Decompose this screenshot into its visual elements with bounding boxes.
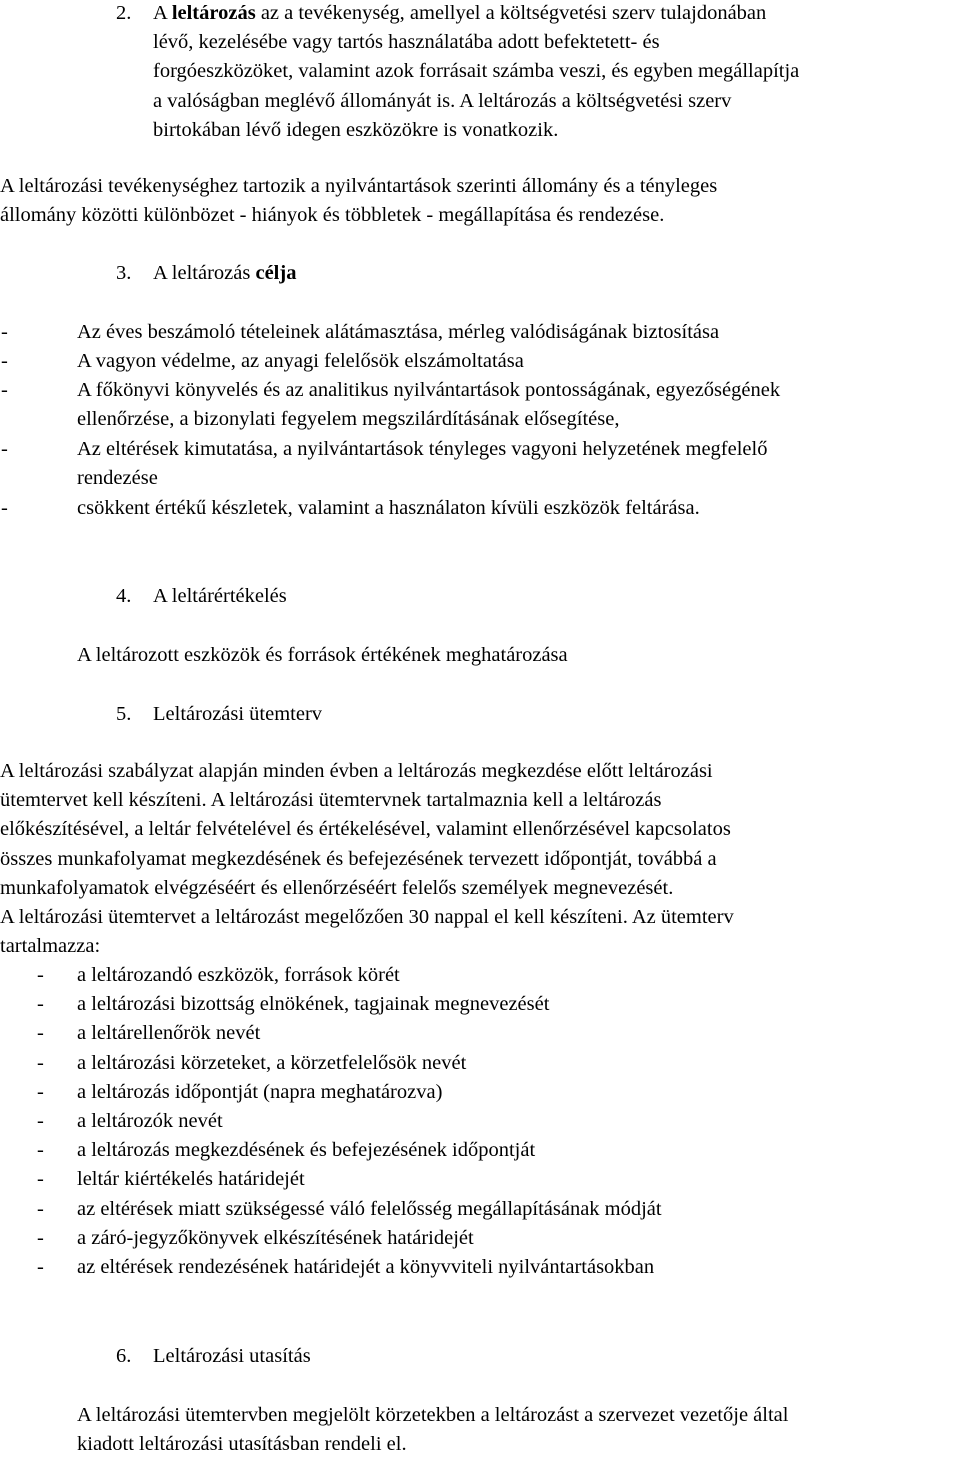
paragraph-line: munkafolyamatok elvégzéséért és ellenőrzéséért felelős személyek megnevezését.	[0, 876, 674, 899]
paragraph-line: összes munkafolyamat megkezdésének és befejezésének tervezett időpontját, továbbá a	[0, 847, 717, 870]
paragraph-line: birtokában lévő idegen eszközökre is vonatkozik.	[153, 118, 559, 141]
paragraph-line: állomány közötti különbözet - hiányok és többletek - megállapítása és rendezése.	[0, 204, 665, 227]
section-heading: Leltározási utasítás	[153, 1345, 311, 1367]
paragraph-line: előkészítésével, a leltár felvételével és értékelésével, valamint ellenőrzésével kapcsolatos	[0, 818, 731, 841]
section-number: 4.	[116, 585, 132, 607]
paragraph-line: lévő, kezelésébe vagy tartós használatába adott befektetett- és	[153, 31, 660, 54]
paragraph-line: A leltározási ütemtervben megjelölt körzetekben a leltározást a szervezet vezetője által	[77, 1404, 789, 1426]
paragraph-line: A leltározási szabályzat alapján minden évben a leltározás megkezdése előtt leltározási	[0, 760, 713, 782]
paragraph-line: A leltározási ütemtervet a leltározást megelőzően 30 nappal el kell készíteni. Az ütemterv	[0, 906, 734, 929]
paragraph-line: ütemtervet kell készíteni. A leltározási ütemtervnek tartalmaznia kell a leltározás	[0, 789, 662, 812]
section-heading: Leltározási ütemterv	[153, 703, 323, 725]
paragraph-line: a valóságban meglévő állományát is. A leltározás a költségvetési szerv	[153, 89, 732, 112]
section-heading: A leltárértékelés	[153, 585, 287, 607]
bold-term: leltározás	[171, 2, 256, 24]
section-number: 2.	[116, 2, 132, 24]
paragraph-line: kiadott leltározási utasításban rendeli el.	[77, 1433, 407, 1455]
paragraph-line: tartalmazza:	[0, 935, 101, 958]
paragraph-line: A leltározás az a tevékenység, amellyel a költségvetési szerv tulajdonában	[153, 2, 767, 24]
section-5-paragraph	[0, 757, 960, 961]
section-heading: A leltározás célja	[153, 262, 297, 284]
section-2-paragraph	[0, 172, 960, 230]
bold-term: célja	[255, 262, 297, 284]
paragraph-line: A leltározási tevékenységhez tartozik a nyilvántartások szerinti állomány és a tényleges	[0, 175, 718, 197]
paragraph-line: A leltározott eszközök és források értékének meghatározása	[77, 644, 568, 666]
section-number: 5.	[116, 703, 132, 725]
section-number: 6.	[116, 1345, 132, 1367]
section-number: 3.	[116, 262, 132, 284]
paragraph-line: forgóeszközöket, valamint azok forrásait számba veszi, és egyben megállapítja	[153, 60, 800, 83]
document-page: 2. A leltározás az a tevékenység, amellyel a költségvetési szerv tulajdonában lévő, kezelésébe vagy tartós használatába adott befektetett- és forgóeszközöket, valamint azok forrásait számba veszi, és egyben megállapítja a valóságban meglévő állományát is. A leltározás a költségvetési szerv birtokában lévő idegen eszközökre is vonatkozik. A leltározási tevékenységhez tartozik a nyilvántartások szerinti állomány és a tényleges állomány közötti különbözet - hiányok és többletek - megállapítása és rendezése. 3. A leltározás célja - Az éves beszámoló tételeinek alátámasztása, mérleg valódiságának biztosítása - A vagyon védelme, az anyagi felelősök elszámoltatása - A főkönyvi könyvelés és az analitikus nyilvántartások pontosságának, egyezőségének ellenőrzése, a bizonylati fegyelem megszilárdításának elősegítése, - Az eltérések kimutatása, a nyilvántartások tényleges vagyoni helyzetének megfelelő rendezése - csökkent értékű készletek, valamint a használaton kívüli eszközök feltárása. 4. A leltárértékelés A leltározott eszközök és források értékének meghatározása 5. Leltározási ütemterv A leltározási szabályzat alapján minden évben a leltározás megkezdése előtt leltározási ütemtervet kell készíteni. A leltározási ütemtervnek tartalmaznia kell a leltározás előkészítésével, a leltár felvételével és értékelésével, valamint ellenőrzésével kapcsolatos összes munkafolyamat megkezdésének és befejezésének tervezett időpontját, továbbá a munkafolyamatok elvégzéséért és ellenőrzéséért felelős személyek megnevezését. A leltározási ütemtervet a leltározást megelőzően 30 nappal el kell készíteni. Az ütemterv tartalmazza: - a leltározandó eszközök, források körét - a leltározási bizottság elnökének, tagjainak megnevezését - a leltárellenőrök nevét - a leltározási körzeteket, a körzetfelelősök nevét - a leltározás időpontját (napra meghatározva) - a leltározók nevét - a leltározás megkezdésének és befejezésének időpontját - leltár kiértékelés határidejét - az eltérések miatt szükségessé váló felelősség megállapításának módját - a záró-jegyzőkönyvek elkészítésének határidejét - az eltérések rendezésének határidejét a könyvviteli nyilvántartásokban 6. Leltározási utasítás A leltározási ütemtervben megjelölt körzetekben a leltározást a szervezet vezetője által kiadott leltározási utasításban rendeli el.	[0, 0, 960, 1452]
